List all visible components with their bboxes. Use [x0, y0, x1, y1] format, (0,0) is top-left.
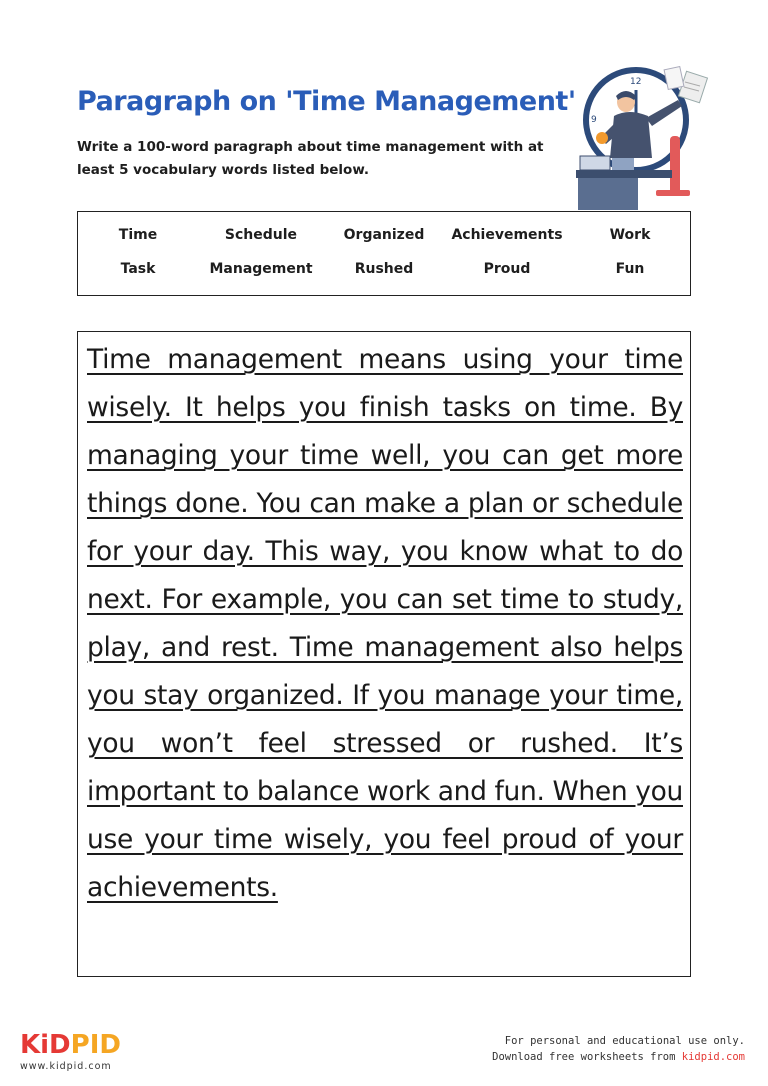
logo-pid: PID [70, 1030, 121, 1060]
vocabulary-row [78, 227, 690, 247]
vocab-word-organized: Organized [343, 227, 425, 243]
vocab-word-work: Work [609, 227, 651, 243]
instructions: Write a 100-word paragraph about time management with at least 5 vocabulary words listed below. [77, 139, 544, 178]
vocab-word-achievements: Achievements [451, 227, 563, 243]
worksheet-title: Paragraph on 'Time Management' [77, 86, 576, 117]
vocabulary-row [78, 261, 690, 281]
vocab-word-task: Task [120, 261, 156, 277]
time-management-illustration [574, 66, 712, 212]
vocab-word-time: Time [118, 227, 158, 243]
footer-note [492, 1033, 745, 1065]
logo-kid: KiD [20, 1030, 71, 1060]
footer-usage-line: For personal and educational use only. [504, 1035, 745, 1047]
paragraph-box [77, 331, 691, 977]
clock-number-12: 12 [630, 77, 642, 87]
vocab-word-management: Management [209, 261, 313, 277]
vocab-word-fun: Fun [615, 261, 645, 277]
vocab-word-proud: Proud [483, 261, 531, 277]
vocabulary-box [77, 211, 691, 296]
vocab-word-rushed: Rushed [354, 261, 414, 277]
vocab-word-schedule: Schedule [224, 227, 298, 243]
paragraph-text: Time management means using your time wisely. It helps you finish tasks on time. By managing your time well, you can get more things done. You can make a plan or schedule for your day. This way, you know what to do next. For example, you can set time to study, play, and rest. Time management also helps you stay organized. If you manage your time, you won’t feel stressed or rushed. It’s important to balance work and fun. When you use your time wisely, you feel proud of your achievements. [87, 344, 683, 903]
footer-download-prefix: Download free worksheets from [492, 1051, 682, 1063]
footer-kidpid-link[interactable]: kidpid.com [681, 1051, 745, 1063]
kidpid-logo [20, 1030, 130, 1076]
footer-download-line [492, 1049, 745, 1065]
logo-url: www.kidpid.com [20, 1061, 112, 1072]
clock-number-9: 9 [591, 115, 597, 125]
